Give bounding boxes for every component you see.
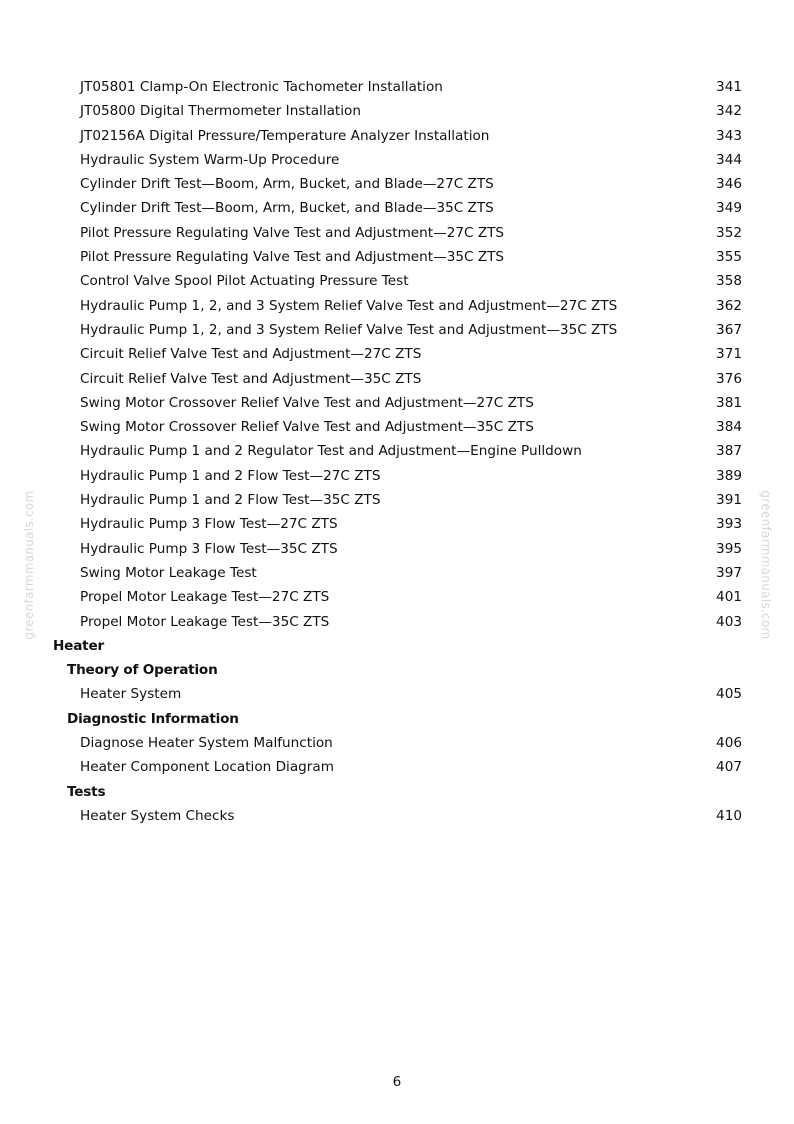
toc-page-number: 358 [716, 273, 742, 290]
toc-title: Propel Motor Leakage Test—27C ZTS [80, 589, 330, 606]
toc-page-number: 352 [716, 224, 742, 241]
toc-page-number: 346 [716, 176, 742, 193]
toc-entry[interactable] [0, 585, 794, 609]
toc-title: JT05800 Digital Thermometer Installation [80, 103, 361, 120]
toc-entry[interactable] [0, 488, 794, 512]
watermark-left: greenfarmmanuals.com [22, 490, 36, 640]
toc-page-number: 342 [716, 103, 742, 120]
toc-entry[interactable] [0, 561, 794, 585]
toc-page-number: 381 [716, 394, 742, 411]
toc-title: Cylinder Drift Test—Boom, Arm, Bucket, and Blade—27C ZTS [80, 176, 494, 193]
toc-page-number: 349 [716, 200, 742, 217]
toc-title: Hydraulic Pump 1, 2, and 3 System Relief Valve Test and Adjustment—35C ZTS [80, 321, 618, 338]
toc-section-heading [0, 707, 794, 731]
toc-entry[interactable] [0, 318, 794, 342]
toc-page-number: 403 [716, 613, 742, 630]
toc-title: Diagnostic Information [67, 710, 239, 727]
toc-entry[interactable] [0, 391, 794, 415]
toc-title: Control Valve Spool Pilot Actuating Pressure Test [80, 273, 409, 290]
toc-title: Hydraulic Pump 3 Flow Test—35C ZTS [80, 540, 338, 557]
toc-page-number: 405 [716, 686, 742, 703]
toc-entry[interactable] [0, 464, 794, 488]
toc-title: Heater System [80, 686, 182, 703]
toc-title: Hydraulic Pump 1 and 2 Flow Test—27C ZTS [80, 467, 381, 484]
toc-page-number: 391 [716, 492, 742, 509]
toc-title: Hydraulic System Warm-Up Procedure [80, 151, 340, 168]
toc-page-number: 410 [716, 807, 742, 824]
toc-entry[interactable] [0, 148, 794, 172]
toc-title: Pilot Pressure Regulating Valve Test and Adjustment—27C ZTS [80, 224, 505, 241]
toc-title: Theory of Operation [67, 662, 218, 679]
toc-entry[interactable] [0, 294, 794, 318]
toc-title: Hydraulic Pump 3 Flow Test—27C ZTS [80, 516, 338, 533]
toc-page-number: 395 [716, 540, 742, 557]
toc-title: Heater Component Location Diagram [80, 759, 334, 776]
toc-title: Hydraulic Pump 1, 2, and 3 System Relief Valve Test and Adjustment—27C ZTS [80, 297, 618, 314]
toc-title: Heater [53, 637, 104, 654]
toc-title: Propel Motor Leakage Test—35C ZTS [80, 613, 330, 630]
toc-page-number: 376 [716, 370, 742, 387]
toc-entry[interactable] [0, 342, 794, 366]
toc-entry[interactable] [0, 221, 794, 245]
toc-entry[interactable] [0, 245, 794, 269]
toc-section-heading [0, 780, 794, 804]
toc-title: Swing Motor Leakage Test [80, 564, 257, 581]
toc-page-number: 387 [716, 443, 742, 460]
toc-title: Swing Motor Crossover Relief Valve Test and Adjustment—27C ZTS [80, 394, 534, 411]
toc-page-number: 393 [716, 516, 742, 533]
toc-entry[interactable] [0, 610, 794, 634]
toc-page-number: 343 [716, 127, 742, 144]
toc-title: Heater System Checks [80, 807, 235, 824]
toc-entry[interactable] [0, 537, 794, 561]
toc-title: Hydraulic Pump 1 and 2 Regulator Test and Adjustment—Engine Pulldown [80, 443, 582, 460]
toc-title: Circuit Relief Valve Test and Adjustment—27C ZTS [80, 346, 422, 363]
toc-page-number: 371 [716, 346, 742, 363]
toc-entry[interactable] [0, 75, 794, 99]
toc-page-number: 367 [716, 321, 742, 338]
toc-entry[interactable] [0, 367, 794, 391]
toc-entry[interactable] [0, 269, 794, 293]
toc-page-number: 341 [716, 79, 742, 95]
toc-page-number: 406 [716, 735, 742, 752]
toc-title: Circuit Relief Valve Test and Adjustment—35C ZTS [80, 370, 422, 387]
toc-entry[interactable] [0, 99, 794, 123]
toc-section-heading [0, 658, 794, 682]
toc-section-heading [0, 634, 794, 658]
table-of-contents [0, 75, 794, 828]
toc-page-number: 344 [716, 151, 742, 168]
toc-entry[interactable] [0, 804, 794, 828]
toc-page-number: 397 [716, 564, 742, 581]
toc-entry[interactable] [0, 682, 794, 706]
toc-entry[interactable] [0, 124, 794, 148]
toc-page-number: 389 [716, 467, 742, 484]
toc-page-number: 407 [716, 759, 742, 776]
toc-page-number: 362 [716, 297, 742, 314]
toc-title: Diagnose Heater System Malfunction [80, 735, 333, 752]
watermark-right: greenfarmmanuals.com [759, 490, 773, 640]
toc-title: Swing Motor Crossover Relief Valve Test and Adjustment—35C ZTS [80, 419, 534, 436]
toc-title: Cylinder Drift Test—Boom, Arm, Bucket, and Blade—35C ZTS [80, 200, 494, 217]
toc-title: Pilot Pressure Regulating Valve Test and Adjustment—35C ZTS [80, 249, 505, 266]
toc-entry[interactable] [0, 755, 794, 779]
toc-entry[interactable] [0, 172, 794, 196]
toc-title: JT05801 Clamp-On Electronic Tachometer Installation [80, 79, 443, 95]
toc-entry[interactable] [0, 731, 794, 755]
toc-page-number: 355 [716, 249, 742, 266]
toc-entry[interactable] [0, 439, 794, 463]
toc-entry[interactable] [0, 512, 794, 536]
page-number: 6 [392, 1074, 402, 1090]
toc-page-number: 384 [716, 419, 742, 436]
toc-entry[interactable] [0, 415, 794, 439]
toc-title: Tests [67, 783, 106, 800]
toc-page-number: 401 [716, 589, 742, 606]
toc-title: Hydraulic Pump 1 and 2 Flow Test—35C ZTS [80, 492, 381, 509]
toc-entry[interactable] [0, 196, 794, 220]
toc-title: JT02156A Digital Pressure/Temperature Analyzer Installation [80, 127, 490, 144]
